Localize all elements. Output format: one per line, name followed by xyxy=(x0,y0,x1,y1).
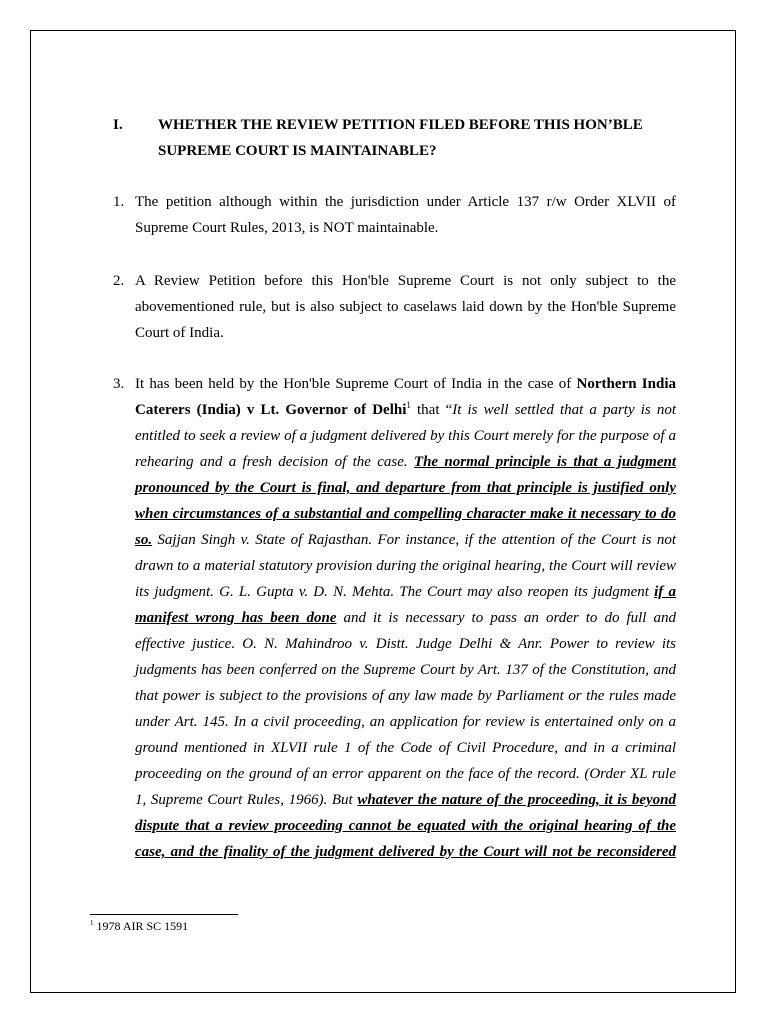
quote-text: It is well settled that a party is not entitled to seek a review of a judgment delivered by this Court merely for the purpose of a rehearing and a fresh decision of the case. xyxy=(135,402,676,470)
text-segment: that “ xyxy=(410,402,453,418)
case-name: Northern India Caterers (India) v Lt. Governor of Delhi xyxy=(135,376,676,418)
paragraph-text: The petition although within the jurisdiction under Article 137 r/w Order XLVII of Supreme Court Rules, 2013, is NOT maintainable. xyxy=(135,194,676,236)
footnote-reference[interactable]: 1 xyxy=(406,400,411,410)
quote-text: and it is necessary to pass an order to do full and effective justice. O. N. Mahindroo v. Distt. Judge Delhi & Anr. Power to review its judgments has been conferred on the Supreme Court by Art. 137 of the Constitution, and that power is subject to the provisions of any law made by Parliament or the rules made under Art. 145. In a civil proceeding, an application for review is entertained only on a ground mentioned in XLVII rule 1 of the Code of Civil Procedure, and in a criminal proceeding on the ground of an error apparent on the face of the record. (Order XL rule 1, Supreme Court Rules, 1966). But xyxy=(135,610,676,808)
heading-number: I. xyxy=(113,117,123,133)
paragraph-number: 2. xyxy=(113,273,125,289)
emphasized-quote: whatever the nature of the proceeding, it is beyond dispute that a review proceeding cannot be equated with the original hearing of the case, and the finality of the judgment delivered by the Court will not be reconsidered xyxy=(135,792,676,860)
paragraph-text xyxy=(135,371,676,865)
emphasized-quote: The normal principle is that a judgment pronounced by the Court is final, and departure from that principle is justified only when circumstances of a substantial and compelling character make it necessary to do so. xyxy=(135,454,676,548)
paragraph-3 xyxy=(113,371,676,865)
footnote-separator xyxy=(90,914,238,915)
text-segment: It has been held by the Hon'ble Supreme Court of India in the case of xyxy=(135,376,577,392)
emphasized-quote: if a manifest wrong has been done xyxy=(135,584,676,626)
paragraph-1 xyxy=(113,189,676,241)
heading-text: WHETHER THE REVIEW PETITION FILED BEFORE THIS HON’BLE SUPREME COURT IS MAINTAINABLE? xyxy=(158,117,643,159)
paragraph-text: A Review Petition before this Hon'ble Supreme Court is not only subject to the abovementioned rule, but is also subject to caselaws laid down by the Hon'ble Supreme Court of India. xyxy=(135,273,676,341)
footnote-text: 1978 AIR SC 1591 xyxy=(93,919,189,933)
paragraph-2 xyxy=(113,268,676,346)
paragraph-number: 3. xyxy=(113,376,125,392)
footnote-number: 1 xyxy=(90,919,94,927)
paragraph-number: 1. xyxy=(113,194,125,210)
footnote xyxy=(90,918,188,934)
quote-text: Sajjan Singh v. State of Rajasthan. For instance, if the attention of the Court is not drawn to a material statutory provision during the original hearing, the Court will review its judgment. G. L. Gupta v. D. N. Mehta. The Court may also reopen its judgment xyxy=(135,532,676,600)
